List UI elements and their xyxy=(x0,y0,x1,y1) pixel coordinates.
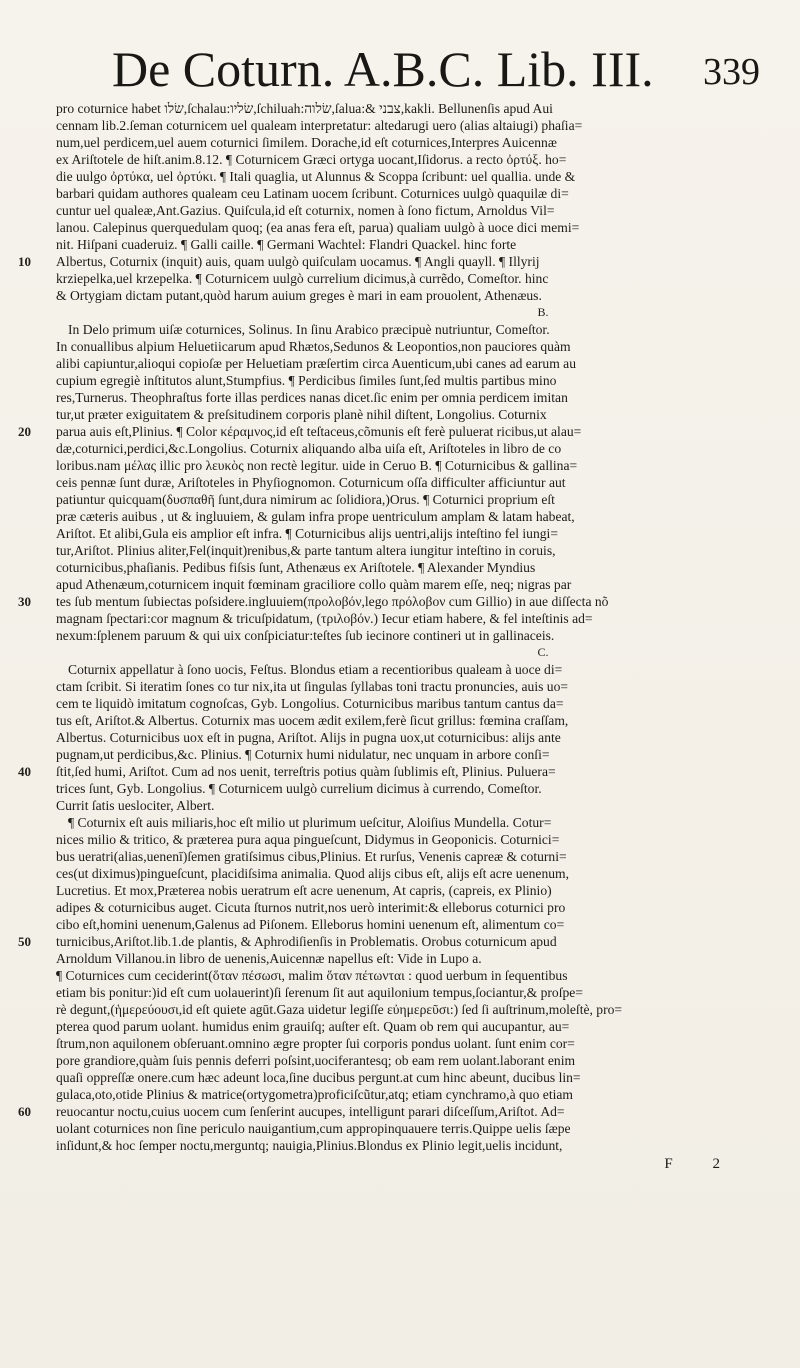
text-line xyxy=(38,814,768,831)
text-line xyxy=(38,831,768,848)
line-text: quaſi oppreſſæ onere.cum hæc adeunt loca,ſine ducibus pergunt.at cum hinc abeunt, ducibus lin= xyxy=(56,1070,581,1085)
line-text: tur,ut præter exiguitatem & preſsitudinem corporis planè nihil diſtent, Longolius. Coturnix xyxy=(56,407,547,422)
line-text: lanou. Calepinus querquedulam quoq; (ea anas fera eſt, parua) qualiam uulgò à uoce dici memi= xyxy=(56,220,580,235)
line-text: ceis pennæ ſunt duræ, Ariſtoteles in Phyſiognomon. Coturnicum oſſa difficulter afficiuntur aut xyxy=(56,475,566,490)
text-line xyxy=(38,440,768,457)
line-text: rè degunt,(ἡμερεύουσι,id eſt quiete agūt.Gaza uidetur legiſſe εὐημερεῦσι:) ſed ſi auſtrinum,moleſtè, pro= xyxy=(56,1002,623,1017)
text-line xyxy=(38,542,768,559)
text-line xyxy=(38,882,768,899)
line-text: In Delo primum uiſæ coturnices, Solinus. In ſinu Arabico præcipuè nutriuntur, Comeſtor. xyxy=(68,322,550,337)
text-line xyxy=(38,134,768,151)
section-a xyxy=(18,100,768,304)
line-text: pore grandiore,quàm ſuis pennis deferri poſsint,uociferantesq; ob eam rem uolant.laborant enim xyxy=(56,1053,576,1068)
line-text: reuocantur noctu,cuius uocem cum ſenſerint aucupes, intelligunt parari diſceſſum,Ariſtot. Ad= xyxy=(56,1104,565,1119)
line-text: Ariſtot. Et alibi,Gula eis amplior eſt infra. ¶ Coturnicibus alijs uentri,alijs inteſtino fel iungi= xyxy=(56,526,558,541)
text-line xyxy=(38,1120,768,1137)
text-line xyxy=(38,236,768,253)
line-text: uolant coturnices non ſine periculo nauigantium,cum appropinquauere terris.Quippe uelis ſæpe xyxy=(56,1121,571,1136)
section-d xyxy=(18,814,768,1154)
text-line xyxy=(38,610,768,627)
line-text: præ cæteris auibus , ut & ingluuiem, & gulam infra prope uentriculum amplam & latam habeat, xyxy=(56,509,575,524)
line-text: tes ſub mentum ſubiectas poſsidere.ingluuiem(προλοβόν,lego πρόλοβον cum Gillio) in aue diſſecta nõ xyxy=(56,594,609,609)
text-line xyxy=(38,797,768,814)
text-line xyxy=(38,355,768,372)
section-letter-b: B. xyxy=(537,305,549,319)
text-line xyxy=(38,576,768,593)
line-text: trices ſunt, Gyb. Longolius. ¶ Coturnicem uulgò currelium dicimus à currendo, Comeſtor. xyxy=(56,781,542,796)
line-number: 40 xyxy=(18,764,31,779)
line-text: etiam bis ponitur:)id eſt cum uolauerint)ſi ſerenum ſit aut aquilonium tempus,ſociantur,& proſpe= xyxy=(56,985,583,1000)
line-text: nexum:ſplenem paruum & qui uix conſpiciatur:teſtes ſub iecinore contineri ut in gallinaceis. xyxy=(56,628,555,643)
text-line xyxy=(38,151,768,168)
line-number: 60 xyxy=(18,1104,31,1119)
line-text: turnicibus,Ariſtot.lib.1.de plantis, & Aphrodiſienſis in Problematis. Orobus coturnicum apud xyxy=(56,934,557,949)
line-text: pterea quod parum uolant. humidus enim grauiſq; auſter eſt. Quam ob rem qui aucupantur, au= xyxy=(56,1019,570,1034)
text-line xyxy=(38,1035,768,1052)
text-line xyxy=(38,338,768,355)
line-number: 20 xyxy=(18,424,31,439)
text-line xyxy=(38,508,768,525)
text-line xyxy=(38,848,768,865)
text-line xyxy=(38,865,768,882)
line-text: loribus.nam μέλας illic pro λευκὸς non rectè legitur. uide in Ceruo B. ¶ Coturnicibus & gallina= xyxy=(56,458,578,473)
text-line xyxy=(38,695,768,712)
section-letter-c: C. xyxy=(537,645,549,659)
running-title: De Coturn. A.B.C. Lib. III. xyxy=(112,41,654,97)
line-text: Arnoldum Villanou.in libro de uenenis,Auicennæ napellus eſt: Vide in Lupo a. xyxy=(56,951,482,966)
text-line xyxy=(38,185,768,202)
line-text: cibo eſt,homini uenenum,Galenus ad Piſonem. Elleborus homini uenenum eſt, alimentum co= xyxy=(56,917,565,932)
text-line xyxy=(18,933,768,950)
text-line xyxy=(38,406,768,423)
text-line xyxy=(38,712,768,729)
text-line xyxy=(38,1086,768,1103)
line-text: In conuallibus alpium Heluetiicarum apud Rhætos,Sedunos & Leopontios,non pauciores quàm xyxy=(56,339,571,354)
section-b xyxy=(18,321,768,644)
text-line xyxy=(38,219,768,236)
line-text: Albertus, Coturnix (inquit) auis, quam uulgò quiſculam uocamus. ¶ Angli quayll. ¶ Illyrij xyxy=(56,254,540,269)
line-text: krziepelka,uel krzepelka. ¶ Coturnicem uulgò currelium dicimus,à currẽdo, Comeſtor. hinc xyxy=(56,271,549,286)
text-line xyxy=(38,287,768,304)
text-line xyxy=(38,984,768,1001)
signature-mark: F 2 xyxy=(664,1156,738,1172)
line-text: nices milio & tritico, & præterea pura aqua pingueſcunt, Didymus in Geoponicis. Coturnici= xyxy=(56,832,560,847)
line-text: apud Athenæum,coturnicem inquit fœminam graciliore collo quàm marem eſſe, neq; nigras par xyxy=(56,577,572,592)
line-text: Lucretius. Et mox,Præterea nobis ueratrum eſt acre uenenum, At capris, (capreis, ex Plinio) xyxy=(56,883,552,898)
line-text: bus ueratri(alias,uenenī)ſemen gratiſsimus cibus,Plinius. Et rurſus, Venenis capreæ & coturni= xyxy=(56,849,567,864)
line-text: ctam ſcribit. Si iteratim ſones co tur nix,ita ut ſingulas ſyllabas toni tractu pronuncies, auis uo= xyxy=(56,679,569,694)
text-line xyxy=(38,321,768,338)
text-line xyxy=(38,270,768,287)
line-text: coturnicibus,phaſianis. Pedibus fiſsis ſunt, Athenæus ex Ariſtotele. ¶ Alexander Myndius xyxy=(56,560,536,575)
line-text: ¶ Coturnix eſt auis miliaris,hoc eſt milio ut plurimum ueſcitur, Aloiſius Mundella. Cotur= xyxy=(68,815,552,830)
line-text: pugnam,ut perdicibus,&c. Plinius. ¶ Coturnix humi nidulatur, nec unquam in arbore conſi= xyxy=(56,747,550,762)
line-text: parua auis eſt,Plinius. ¶ Color κέραμνος,id eſt teſtaceus,cõmunis eſt ferè puluerat ricibus,ut alau= xyxy=(56,424,582,439)
line-text: ſtit,ſed humi, Ariſtot. Cum ad nos uenit, terreſtris potius quàm ſublimis eſt, Plinius. Puluera= xyxy=(56,764,556,779)
line-text: cupium egregiè inſtitutos alunt,Stumpfius. ¶ Perdicibus ſimiles ſunt,ſed multis partibus mino xyxy=(56,373,557,388)
line-text: alibi capiuntur,alioqui copioſæ per Heluetiam præſertim circa Auenticum,ubi canes ad earum au xyxy=(56,356,577,371)
line-text: gulaca,oto,otide Plinius & matrice(ortygometra)proficiſcũtur,atq; etiam cynchramo,à quo etiam xyxy=(56,1087,573,1102)
text-line xyxy=(38,627,768,644)
page-header xyxy=(100,40,760,96)
text-line xyxy=(38,1052,768,1069)
text-line xyxy=(38,457,768,474)
text-line xyxy=(38,780,768,797)
text-line xyxy=(38,202,768,219)
line-text: num,uel perdicem,uel auem coturnici ſimilem. Dorache,id eſt coturnices,Interpres Auicennæ xyxy=(56,135,557,150)
line-text: die uulgo ὀρτύκα, uel ὀρτύκι. ¶ Itali quaglia, ut Alunnus & Scoppa ſcribunt: uel quallia. unde & xyxy=(56,169,576,184)
text-line xyxy=(38,100,768,117)
text-line xyxy=(38,372,768,389)
text-line xyxy=(38,950,768,967)
line-text: Currit ſatis ueslociter, Albert. xyxy=(56,798,215,813)
line-text: barbari quidam authores qualeam ceu Latinam uocem ſcribunt. Coturnices uulgò quaquilæ di= xyxy=(56,186,569,201)
text-line xyxy=(38,678,768,695)
page-number: 339 xyxy=(703,51,760,93)
line-text: nit. Hiſpani cuaderuiz. ¶ Galli caille. ¶ Germani Wachtel: Flandri Quackel. hinc forte xyxy=(56,237,517,252)
line-text: ſtrum,non aquilonem obſeruant.omnino ægre propter ſui corporis pondus uolant. ſunt enim cor= xyxy=(56,1036,575,1051)
text-line xyxy=(38,1069,768,1086)
text-line xyxy=(18,1103,768,1120)
line-text: pro coturnice habet שׂלו,ſchalau:שׂליו,ſchiluah:שׂלוה,ſalua:& צבני,kakli. Bellunenſis apud Aui xyxy=(56,101,553,116)
text-line xyxy=(18,423,768,440)
text-line xyxy=(38,1018,768,1035)
text-line xyxy=(38,117,768,134)
line-text: dæ,coturnici,perdici,&c.Longolius. Coturnix aliquando alba uiſa eſt, Ariſtoteles in libro de co xyxy=(56,441,562,456)
text-line xyxy=(18,253,768,270)
line-text: cem te liquidò imitatum cognoſcas, Gyb. Longolius. Coturnicibus maribus tantum cantus da= xyxy=(56,696,564,711)
line-number: 10 xyxy=(18,254,31,269)
line-text: ex Ariſtotele de hiſt.anim.8.12. ¶ Coturnicem Græci ortyga uocant,Iſidorus. a recto ὀρτύξ. ho= xyxy=(56,152,567,167)
text-line xyxy=(38,491,768,508)
text-line xyxy=(38,389,768,406)
text-line xyxy=(38,559,768,576)
line-text: patiuntur quicquam(δυσπαθῆ ſunt,dura nimirum ac ſolidiora,)Orus. ¶ Coturnici proprium eſt xyxy=(56,492,555,507)
line-text: adipes & coturnicibus auget. Cicuta ſturnos nutrit,nos uerò interimit:& elleborus coturnici pro xyxy=(56,900,566,915)
line-text: magnam ſpectari:cor magnum & tricuſpidatum, (τριλοβόν.) Iecur etiam habere, & fel inteſtinis ad= xyxy=(56,611,593,626)
line-text: ces(ut diximus)pingueſcunt, placidiſsima animalia. Quod alijs cibus eſt, alijs eſt acre uenenum, xyxy=(56,866,570,881)
text-line xyxy=(18,593,768,610)
line-text: cuntur uel qualeæ,Ant.Gazius. Quiſcula,id eſt coturnix, nomen à ſono fictum, Arnoldus Vil= xyxy=(56,203,555,218)
text-line xyxy=(38,899,768,916)
text-line xyxy=(38,967,768,984)
line-text: tur,Ariſtot. Plinius aliter,Fel(inquit)renibus,& parte tantum altera iungitur inteſtino in coruis, xyxy=(56,543,556,558)
text-line xyxy=(38,168,768,185)
text-line xyxy=(18,763,768,780)
line-number: 50 xyxy=(18,934,31,949)
text-line xyxy=(38,1001,768,1018)
text-line xyxy=(38,746,768,763)
text-line xyxy=(38,916,768,933)
text-line xyxy=(38,525,768,542)
page-body xyxy=(18,100,768,1174)
line-text: ¶ Coturnices cum ceciderint(ὅταν πέσωσι, malim ὅταν πέτωνται : quod uerbum in ſequentibus xyxy=(56,968,568,983)
line-text: Albertus. Coturnicibus uox eſt in pugna, Ariſtot. Alijs in pugna uox,ut coturnicibus: alijs ante xyxy=(56,730,561,745)
line-text: cennam lib.2.ſeman coturnicem uel qualeam interpretatur: altedarugi uero (alias altaiugi) phaſia= xyxy=(56,118,583,133)
section-c xyxy=(18,661,768,814)
line-text: res,Turnerus. Theophraſtus forte illas perdices nanas dicet.ſic enim per omnia perdicem imitan xyxy=(56,390,568,405)
line-text: inſidunt,& hoc ſemper noctu,merguntq; nauigia,Plinius.Blondus ex Plinio legit,uelis incidunt, xyxy=(56,1138,563,1153)
text-line xyxy=(38,729,768,746)
line-number: 30 xyxy=(18,594,31,609)
line-text: tus eſt, Ariſtot.& Albertus. Coturnix mas uocem ædit exilem,ferè ſicut grillus: fœmina craſſam, xyxy=(56,713,569,728)
text-line xyxy=(38,1137,768,1154)
line-text: Coturnix appellatur à ſono uocis, Feſtus. Blondus etiam a recentioribus qualeam à uoce di= xyxy=(68,662,563,677)
text-line xyxy=(38,661,768,678)
line-text: & Ortygiam dictam putant,quòd harum auium greges è mari in eam prouolent, Athenæus. xyxy=(56,288,542,303)
text-line xyxy=(38,474,768,491)
